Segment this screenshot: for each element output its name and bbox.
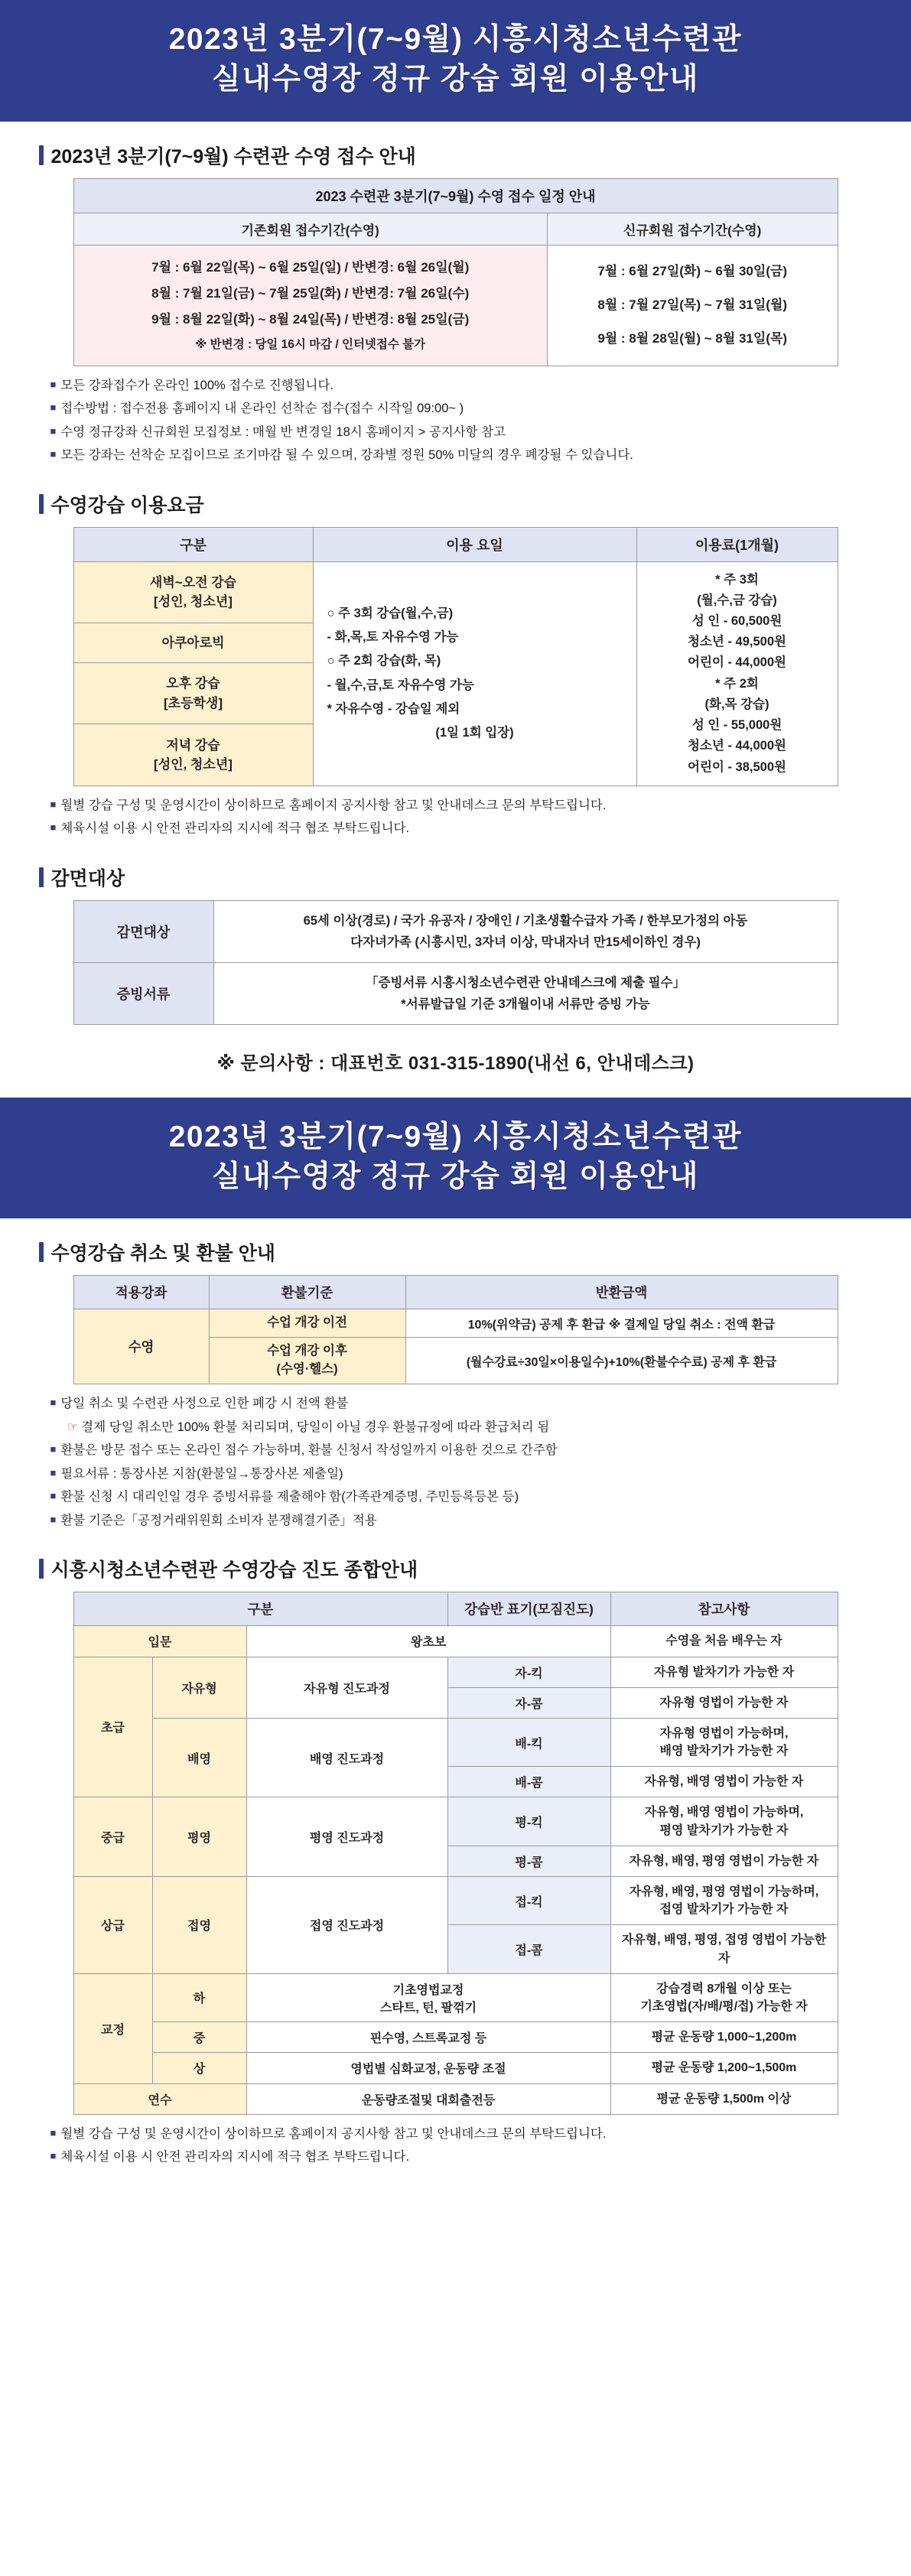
section-fee-heading [39,490,873,518]
table-row [73,1797,838,1846]
progress-ref-0: 수영을 처음 배우는 자 [610,1626,838,1657]
exemption-row2-line-2: *서류발급일 기준 3개월이내 서류만 증빙 가능 [401,997,650,1011]
contact-info: ※ 문의사항 : 대표번호 031-315-1890(내선 6, 안내데스크) [216,1052,695,1074]
table-row [73,2083,838,2114]
progress-level-1: 초급 [73,1657,152,1797]
fee-price-line-2: 성 인 - 60,500원 [691,614,782,628]
existing-line-2: 8월 : 7월 21일(금) ~ 7월 25일(화) / 반변경: 7월 26일(수) [151,285,470,301]
list-item [50,421,861,444]
list-item [50,2122,861,2146]
bullet-square-icon: ■ [50,1397,57,1409]
table-row [73,962,838,1024]
table-row [73,623,313,662]
progress-ref-6: 자유형, 배영, 평영 영법이 가능한 자 [610,1846,838,1876]
bullet-text: 당일 취소 및 수련관 사정으로 인한 폐강 시 전액 환불 [60,1397,349,1411]
fee-price-line-6: (화,목 강습) [704,697,769,711]
list-item [50,817,861,841]
fee-table [73,527,838,786]
existing-line-3: 9월 : 8월 22일(화) ~ 8월 24일(목) / 반변경: 8월 25일(금) [151,311,470,327]
fee-price-line-3: 청소년 - 49,500원 [688,635,786,649]
progress-course-3: 배영 진도과정 [246,1718,447,1797]
section-exemption [39,864,873,1025]
fee-day-line-1: - 화,목,토 자유수영 가능 [327,629,459,644]
table-row [73,561,313,623]
list-item [50,794,861,818]
col-new-header: 신규회원 접수기간(수영) [547,213,838,245]
fee-price-line-1: (월,수,금 강습) [697,593,777,607]
new-line-3: 9월 : 8월 28일(월) ~ 8월 31일(목) [597,331,788,346]
table-row [73,1877,838,1925]
progress-correction-ref-0: 강습경력 8개월 이상 또는 기초영법(자/배/평/접) 가능한 자 [610,1973,838,2021]
fee-price-line-8: 청소년 - 44,000원 [688,739,786,753]
section-refund-heading [39,1238,873,1266]
table-row [73,2022,838,2053]
progress-header-2: 참고사항 [610,1592,838,1626]
progress-course-1: 자유형 진도과정 [246,1657,447,1718]
section-refund-title: 수영강습 취소 및 환불 안내 [50,1243,275,1265]
bullet-square-icon: ■ [50,378,57,390]
bullet-square-icon: ■ [50,2126,57,2139]
fee-price-line-5: * 주 2회 [715,676,759,691]
fee-price-cell [636,561,838,785]
exemption-table-wrap [73,900,838,1025]
table-row [73,1626,838,1657]
bullet-square-icon: ■ [50,1466,57,1478]
bullet-text: 모든 강좌는 선착순 모집이므로 조기마감 될 수 있으며, 강좌별 정원 50% 미달의 경우 폐강될 수 있습니다. [60,448,633,463]
bullet-text: 결제 당일 취소만 100% 환불 처리되며, 당일이 아닐 경우 환불규정에 따라 환급처리 됨 [81,1420,550,1434]
progress-course-5: 평영 진도과정 [246,1797,447,1877]
section-fee [39,490,873,841]
banner2-line-1: 2023년 3분기(7~9월) 시흥시청소년수련관 [168,1120,743,1153]
exemption-table [73,900,838,1025]
bullet-square-icon: ■ [50,402,57,414]
exemption-row2-label: 증빙서류 [73,962,213,1024]
fee-row-name-0-l2: [성인, 청소년] [154,594,233,610]
progress-training-course: 운동량조절및 대회출전등 [246,2083,610,2114]
fee-day-line-5: (1일 1회 입장) [435,726,514,740]
bullet-square-icon: ■ [50,798,57,810]
refund-standard-1 [209,1338,405,1384]
existing-schedule-cell [73,245,547,366]
col-existing-header: 기존회원 접수기간(수영) [73,213,547,245]
new-line-2: 8월 : 7월 27일(목) ~ 7월 31일(월) [597,297,788,312]
list-item [50,1509,861,1533]
progress-class-6: 평-콤 [447,1846,610,1876]
banner-line-2: 실내수영장 정규 강습 회원 이용안내 [212,63,699,96]
progress-bullets [50,2122,861,2169]
registration-bullets [50,374,861,467]
section-fee-title: 수영강습 이용요금 [50,494,204,516]
exemption-row1-line-2: 다자녀가족 (시흥시민, 3자녀 이상, 막내자녀 만15세이하인 경우) [350,935,701,949]
progress-class-4: 배-콤 [447,1767,610,1797]
bullet-text: 체육시설 이용 시 안전 관리자의 지시에 적극 협조 부탁드립니다. [60,2150,410,2165]
progress-ref-1: 자유형 발차기가 가능한 자 [610,1657,838,1687]
fee-day-line-3: - 월,수,금,토 자유수영 가능 [327,678,474,692]
progress-level-0: 입문 [73,1626,246,1657]
fee-header-1: 이용 요일 [313,527,636,561]
table-row [73,724,313,785]
fee-price-line-9: 어린이 - 38,500원 [688,759,786,774]
fee-row-name-0-l1: 새벽~오전 강습 [149,574,237,590]
bullet-text: 환불은 방문 접수 또는 온라인 접수 가능하며, 환불 신청서 작성일까지 이용한 것으로 간주함 [60,1443,558,1458]
refund-course: 수영 [73,1309,209,1384]
heading-bar-icon [39,1559,44,1579]
fee-price-line-4: 어린이 - 44,000원 [688,655,786,670]
heading-bar-icon [39,145,44,165]
fee-price-line-0: * 주 3회 [715,572,759,587]
heading-bar-icon [39,867,44,887]
progress-class-8: 접-콤 [447,1925,610,1973]
progress-class-1: 자-킥 [447,1657,610,1687]
table-row [73,2053,838,2083]
bullet-square-icon: ■ [50,424,57,437]
progress-correction-course-1: 핀수영, 스트록교정 등 [246,2022,610,2053]
refund-standard-1-l2: (수영·헬스) [276,1362,338,1377]
bullet-text: 환불 신청 시 대리인일 경우 증빙서류를 제출해야 함(가족관계증명, 주민등록등본 등) [60,1490,519,1504]
progress-correction-course-0: 기초영법교정 스타트, 턴, 팔꺾기 [246,1973,610,2021]
existing-line-1: 7월 : 6월 22일(목) ~ 6월 25일(일) / 반변경: 6월 26일(월) [151,259,470,275]
fee-row-name-3-l1: 저녁 강습 [166,737,220,753]
progress-stroke-7: 접영 [152,1877,246,1974]
banner-line-1: 2023년 3분기(7~9월) 시흥시청소년수련관 [168,23,743,56]
progress-class-5: 평-킥 [447,1797,610,1846]
bullet-text: 환불 기준은「공정거래위원회 소비자 분쟁해결기준」적용 [60,1513,377,1527]
section-exemption-title: 감면대상 [50,867,125,890]
section-registration-title: 2023년 3분기(7~9월) 수련관 수영 접수 안내 [50,145,416,168]
fee-bullets [50,794,861,841]
list-item [50,1392,861,1416]
section-exemption-heading [39,864,873,891]
exemption-row2-line-1: 「증빙서류 시흥시청소년수련관 안내데스크에 제출 필수」 [366,975,685,990]
banner2-line-2: 실내수영장 정규 강습 회원 이용안내 [212,1160,699,1194]
refund-header-2: 반환금액 [405,1276,838,1309]
fee-days-cell [313,561,636,785]
fee-row-name-2-l1: 오후 강습 [166,676,220,691]
section-progress-heading [39,1555,873,1582]
progress-level-5: 중급 [73,1797,152,1877]
refund-header-1: 환불기준 [209,1276,405,1309]
registration-table-wrap [73,178,838,366]
list-item [50,1485,861,1509]
list-item [50,1439,861,1462]
refund-standard-1-l1: 수업 개강 이후 [267,1344,347,1358]
list-item [50,1416,861,1439]
progress-ref-7: 자유형, 배영, 평영 영법이 가능하며, 접영 발차기가 가능한 자 [610,1877,838,1925]
fee-table-wrap [73,527,838,786]
new-schedule-cell [547,245,838,366]
progress-stroke-1: 자유형 [152,1657,246,1718]
progress-header-0: 구분 [73,1592,447,1626]
progress-correction-sub-1: 중 [152,2022,246,2053]
progress-class-3: 배-킥 [447,1718,610,1766]
fee-day-line-0: ○ 주 3회 강습(월,수,금) [327,606,454,620]
bullet-square-icon: ■ [50,1513,57,1525]
progress-course-7: 접영 진도과정 [246,1877,447,1974]
progress-training-ref: 평균 운동량 1,500m 이상 [610,2083,838,2114]
section-registration-heading [39,141,873,169]
bullet-text: 월별 강습 구성 및 운영시간이 상이하므로 홈페이지 공지사항 참고 및 안내데스크 문의 부탁드립니다. [60,798,607,812]
fee-day-line-2: ○ 주 2회 강습(화, 목) [327,654,441,668]
bullet-square-icon: ■ [50,821,57,834]
fee-day-line-4: * 자유수영 - 강습일 제외 [327,702,460,716]
registration-table-title: 2023 수련관 3분기(7~9월) 수영 접수 일정 안내 [73,178,838,213]
progress-training-label: 연수 [73,2083,246,2114]
fee-header-0: 구분 [73,527,313,561]
list-item [50,444,861,467]
fee-header-2: 이용료(1개월) [636,527,838,561]
fee-row-name-3-l2: [성인, 청소년] [154,757,233,772]
refund-amount-1: (월수강료÷30일×이용일수)+10%(환불수수료) 공제 후 환급 [405,1338,838,1384]
progress-correction-level: 교정 [73,1973,152,2083]
table-row [73,662,313,724]
heading-bar-icon [39,1242,44,1262]
heading-bar-icon [39,494,44,514]
refund-amount-0: 10%(위약금) 공제 후 환급 ※ 결제일 당일 취소 : 전액 환급 [405,1309,838,1338]
secondary-banner [0,1098,911,1219]
progress-correction-sub-0: 하 [152,1973,246,2021]
table-row [73,1973,838,2021]
table-row [73,1309,838,1338]
section-refund [39,1238,873,1532]
progress-correction-course-2: 영법별 심화교정, 운동량 조절 [246,2053,610,2083]
fee-row-name-1: 아쿠아로빅 [161,635,225,650]
progress-course-0: 왕초보 [246,1626,610,1657]
exemption-row1-label: 감면대상 [73,900,213,962]
list-item [50,397,861,421]
progress-table-wrap [73,1592,838,2114]
bullet-square-icon: ■ [50,1490,57,1502]
bullet-square-icon: ■ [50,448,57,460]
table-row [73,900,838,962]
registration-table [73,178,838,366]
table-row [73,1718,838,1766]
progress-ref-2: 자유형 영법이 가능한 자 [610,1687,838,1718]
existing-note: ※ 반변경 : 당일 16시 마감 / 인터넷접수 불가 [195,337,426,351]
fee-row-name-2-l2: [초등학생] [163,695,223,711]
refund-table-wrap [73,1275,838,1384]
progress-correction-sub-2: 상 [152,2053,246,2083]
progress-class-2: 자-콤 [447,1687,610,1718]
progress-correction-ref-2: 평균 운동량 1,200~1,500m [610,2053,838,2083]
main-banner [0,0,911,122]
progress-stroke-3: 배영 [152,1718,246,1797]
refund-table [73,1275,838,1384]
exemption-row2-value [213,962,838,1024]
bullet-text: 모든 강좌접수가 온라인 100% 접수로 진행됩니다. [60,378,333,392]
section-progress-title: 시흥시청소년수련관 수영강습 진도 종합안내 [50,1560,418,1582]
refund-standard-0: 수업 개강 이전 [209,1309,405,1338]
list-item [50,374,861,398]
progress-ref-5: 자유형, 배영 영법이 가능하며, 평영 발차기가 가능한 자 [610,1797,838,1846]
progress-table [73,1592,838,2114]
progress-header-1: 강습반 표기(모짐진도) [447,1592,610,1626]
bullet-square-icon: ■ [50,1443,57,1456]
refund-bullets [50,1392,861,1532]
list-item [50,2145,861,2169]
progress-correction-ref-1: 평균 운동량 1,000~1,200m [610,2022,838,2053]
progress-ref-3: 자유형 영법이 가능하며, 배영 발차기가 가능한 자 [610,1718,838,1766]
progress-level-7: 상급 [73,1877,152,1974]
arrow-icon: ☞ [67,1420,79,1434]
progress-stroke-5: 평영 [152,1797,246,1877]
progress-class-7: 접-킥 [447,1877,610,1925]
new-line-1: 7월 : 6월 27일(화) ~ 6월 30일(금) [597,263,788,278]
bullet-text: 체육시설 이용 시 안전 관리자의 지시에 적극 협조 부탁드립니다. [60,821,410,836]
bullet-square-icon: ■ [50,2150,57,2162]
bullet-text: 필요서류 : 통장사본 지참(환불일→통장사본 제출일) [60,1466,343,1481]
fee-price-line-7: 성 인 - 55,000원 [691,718,782,733]
list-item [50,1462,861,1486]
section-progress [39,1555,873,2168]
exemption-row1-line-1: 65세 이상(경로) / 국가 유공자 / 장애인 / 기초생활수급자 가족 / 한부모가정의 아동 [303,913,748,928]
bullet-text: 월별 강습 구성 및 운영시간이 상이하므로 홈페이지 공지사항 참고 및 안내데스크 문의 부탁드립니다. [60,2126,607,2141]
bullet-text: 접수방법 : 접수전용 홈페이지 내 온라인 선착순 접수(접수 시작일 09:00~ ) [60,402,464,416]
exemption-row1-value [213,900,838,962]
progress-ref-4: 자유형, 배영 영법이 가능한 자 [610,1767,838,1797]
progress-ref-8: 자유형, 배영, 평영, 접영 영법이 가능한 자 [610,1925,838,1973]
refund-header-0: 적용강좌 [73,1276,209,1309]
table-row [73,1657,838,1687]
section-registration [39,141,873,467]
bullet-text: 수영 정규강좌 신규회원 모집정보 : 매월 반 변경일 18시 홈페이지 > 공지사항 참고 [60,424,506,439]
